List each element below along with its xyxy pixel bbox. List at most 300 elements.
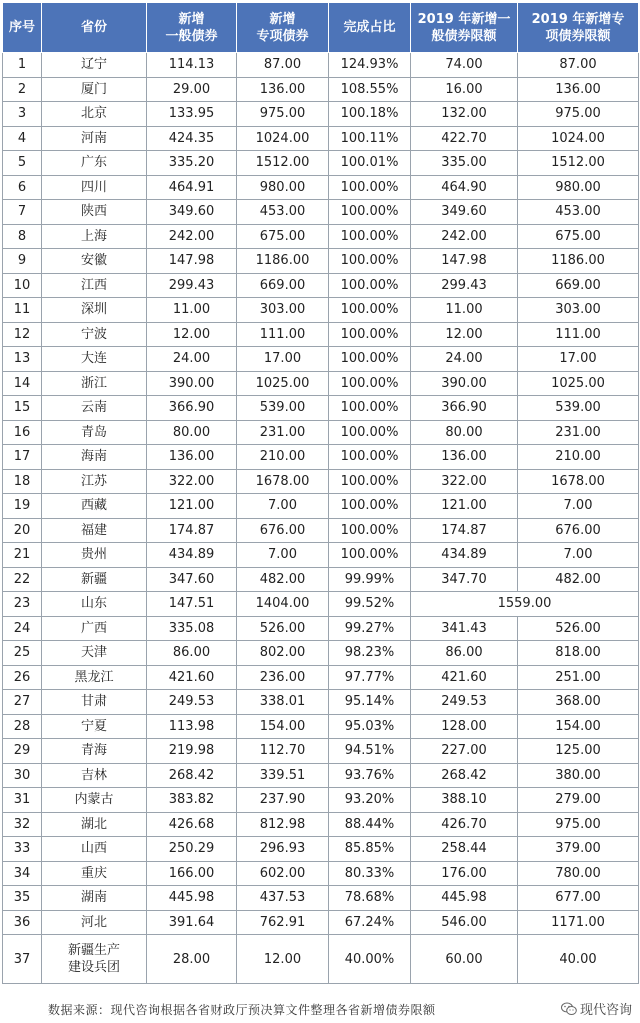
table-row	[3, 567, 639, 592]
cell-completion-ratio: 100.00%	[329, 469, 411, 494]
cell-province: 江西	[42, 273, 147, 298]
cell-general-bond: 390.00	[147, 371, 237, 396]
cell-special-bond: 1025.00	[237, 371, 329, 396]
cell-general-bond: 28.00	[147, 935, 237, 984]
header-general-bond: 新增 一般债券	[147, 3, 237, 53]
cell-special-quota: 482.00	[518, 567, 639, 592]
table-row	[3, 322, 639, 347]
cell-completion-ratio: 100.00%	[329, 420, 411, 445]
cell-province: 陕西	[42, 200, 147, 225]
cell-province: 河南	[42, 126, 147, 151]
table-row	[3, 420, 639, 445]
cell-special-quota: 154.00	[518, 714, 639, 739]
cell-general-quota: 12.00	[411, 322, 518, 347]
table-row	[3, 641, 639, 666]
cell-general-bond: 421.60	[147, 665, 237, 690]
header-completion-ratio: 完成占比	[329, 3, 411, 53]
cell-province: 厦门	[42, 77, 147, 102]
header-row	[3, 3, 639, 53]
cell-completion-ratio: 95.03%	[329, 714, 411, 739]
cell-completion-ratio: 78.68%	[329, 886, 411, 911]
cell-special-bond: 1678.00	[237, 469, 329, 494]
cell-completion-ratio: 100.00%	[329, 298, 411, 323]
cell-completion-ratio: 100.01%	[329, 151, 411, 176]
cell-index: 4	[3, 126, 42, 151]
cell-completion-ratio: 100.18%	[329, 102, 411, 127]
cell-completion-ratio: 100.00%	[329, 322, 411, 347]
cell-special-bond: 526.00	[237, 616, 329, 641]
cell-general-bond: 11.00	[147, 298, 237, 323]
table-body	[3, 53, 639, 984]
cell-completion-ratio: 100.00%	[329, 543, 411, 568]
cell-index: 8	[3, 224, 42, 249]
cell-special-bond: 675.00	[237, 224, 329, 249]
cell-special-bond: 482.00	[237, 567, 329, 592]
cell-index: 16	[3, 420, 42, 445]
cell-completion-ratio: 100.00%	[329, 396, 411, 421]
cell-special-quota: 453.00	[518, 200, 639, 225]
cell-province: 山东	[42, 592, 147, 617]
table-row	[3, 518, 639, 543]
table-row	[3, 690, 639, 715]
cell-general-quota: 341.43	[411, 616, 518, 641]
cell-special-quota: 675.00	[518, 224, 639, 249]
cell-index: 11	[3, 298, 42, 323]
cell-general-bond: 250.29	[147, 837, 237, 862]
cell-special-bond: 210.00	[237, 445, 329, 470]
cell-special-bond: 112.70	[237, 739, 329, 764]
cell-special-quota: 111.00	[518, 322, 639, 347]
cell-index: 29	[3, 739, 42, 764]
brand-watermark	[561, 999, 632, 1018]
cell-special-bond: 12.00	[237, 935, 329, 984]
cell-index: 19	[3, 494, 42, 519]
cell-special-quota: 231.00	[518, 420, 639, 445]
cell-index: 24	[3, 616, 42, 641]
cell-province: 吉林	[42, 763, 147, 788]
cell-completion-ratio: 93.20%	[329, 788, 411, 813]
cell-special-quota: 1512.00	[518, 151, 639, 176]
cell-special-quota: 87.00	[518, 53, 639, 78]
cell-general-bond: 424.35	[147, 126, 237, 151]
cell-completion-ratio: 99.27%	[329, 616, 411, 641]
cell-general-quota: 147.98	[411, 249, 518, 274]
cell-completion-ratio: 100.11%	[329, 126, 411, 151]
cell-province: 河北	[42, 910, 147, 935]
cell-general-quota: 464.90	[411, 175, 518, 200]
cell-index: 7	[3, 200, 42, 225]
cell-special-bond: 136.00	[237, 77, 329, 102]
cell-general-bond: 114.13	[147, 53, 237, 78]
cell-special-quota: 17.00	[518, 347, 639, 372]
cell-index: 1	[3, 53, 42, 78]
cell-province: 宁夏	[42, 714, 147, 739]
cell-general-bond: 335.20	[147, 151, 237, 176]
cell-special-quota: 676.00	[518, 518, 639, 543]
cell-general-quota: 249.53	[411, 690, 518, 715]
table-row	[3, 788, 639, 813]
cell-general-bond: 445.98	[147, 886, 237, 911]
cell-general-bond: 391.64	[147, 910, 237, 935]
cell-general-quota: 426.70	[411, 812, 518, 837]
cell-general-quota: 421.60	[411, 665, 518, 690]
cell-general-quota: 16.00	[411, 77, 518, 102]
cell-province: 新疆生产 建设兵团	[42, 935, 147, 984]
cell-general-quota: 80.00	[411, 420, 518, 445]
cell-special-bond: 762.91	[237, 910, 329, 935]
cell-completion-ratio: 97.77%	[329, 665, 411, 690]
cell-special-bond: 7.00	[237, 494, 329, 519]
cell-completion-ratio: 100.00%	[329, 200, 411, 225]
cell-general-bond: 113.98	[147, 714, 237, 739]
table-row	[3, 616, 639, 641]
table-row	[3, 837, 639, 862]
cell-general-bond: 29.00	[147, 77, 237, 102]
cell-index: 37	[3, 935, 42, 984]
cell-general-quota: 322.00	[411, 469, 518, 494]
cell-special-bond: 802.00	[237, 641, 329, 666]
cell-general-quota: 347.70	[411, 567, 518, 592]
table-row	[3, 396, 639, 421]
cell-general-bond: 268.42	[147, 763, 237, 788]
cell-general-bond: 133.95	[147, 102, 237, 127]
cell-index: 26	[3, 665, 42, 690]
cell-special-quota: 303.00	[518, 298, 639, 323]
cell-province: 海南	[42, 445, 147, 470]
cell-completion-ratio: 85.85%	[329, 837, 411, 862]
cell-general-quota: 11.00	[411, 298, 518, 323]
cell-general-quota: 242.00	[411, 224, 518, 249]
table-row	[3, 224, 639, 249]
cell-general-bond: 166.00	[147, 861, 237, 886]
cell-general-bond: 12.00	[147, 322, 237, 347]
cell-special-bond: 7.00	[237, 543, 329, 568]
cell-completion-ratio: 98.23%	[329, 641, 411, 666]
cell-index: 25	[3, 641, 42, 666]
cell-index: 13	[3, 347, 42, 372]
cell-special-quota: 379.00	[518, 837, 639, 862]
cell-general-quota: 132.00	[411, 102, 518, 127]
cell-province: 北京	[42, 102, 147, 127]
cell-general-bond: 383.82	[147, 788, 237, 813]
cell-index: 9	[3, 249, 42, 274]
cell-special-bond: 111.00	[237, 322, 329, 347]
cell-province: 山西	[42, 837, 147, 862]
cell-province: 湖北	[42, 812, 147, 837]
cell-special-quota: 125.00	[518, 739, 639, 764]
cell-special-bond: 453.00	[237, 200, 329, 225]
cell-special-quota: 7.00	[518, 494, 639, 519]
cell-general-bond: 322.00	[147, 469, 237, 494]
cell-special-bond: 87.00	[237, 53, 329, 78]
cell-province: 广东	[42, 151, 147, 176]
cell-province: 福建	[42, 518, 147, 543]
cell-general-bond: 366.90	[147, 396, 237, 421]
cell-index: 35	[3, 886, 42, 911]
cell-general-quota: 390.00	[411, 371, 518, 396]
cell-general-quota: 174.87	[411, 518, 518, 543]
cell-province: 安徽	[42, 249, 147, 274]
cell-index: 20	[3, 518, 42, 543]
cell-special-quota: 677.00	[518, 886, 639, 911]
cell-index: 2	[3, 77, 42, 102]
header-index: 序号	[3, 3, 42, 53]
cell-special-bond: 602.00	[237, 861, 329, 886]
cell-province: 内蒙古	[42, 788, 147, 813]
cell-province: 云南	[42, 396, 147, 421]
cell-special-quota: 40.00	[518, 935, 639, 984]
cell-special-bond: 1404.00	[237, 592, 329, 617]
cell-general-bond: 174.87	[147, 518, 237, 543]
cell-merged-quota: 1559.00	[411, 592, 639, 617]
data-source-note: 数据来源：现代咨询根据各省财政厅预决算文件整理各省新增债券限额	[48, 1003, 436, 1017]
cell-province: 天津	[42, 641, 147, 666]
cell-index: 15	[3, 396, 42, 421]
cell-completion-ratio: 100.00%	[329, 175, 411, 200]
cell-index: 30	[3, 763, 42, 788]
cell-completion-ratio: 100.00%	[329, 494, 411, 519]
cell-general-quota: 422.70	[411, 126, 518, 151]
cell-special-quota: 1024.00	[518, 126, 639, 151]
header-special-quota: 2019 年新增专 项债券限额	[518, 3, 639, 53]
table-row	[3, 126, 639, 151]
cell-special-quota: 1025.00	[518, 371, 639, 396]
cell-special-quota: 669.00	[518, 273, 639, 298]
cell-general-quota: 24.00	[411, 347, 518, 372]
cell-index: 10	[3, 273, 42, 298]
table-row	[3, 77, 639, 102]
table-row	[3, 273, 639, 298]
cell-special-quota: 1171.00	[518, 910, 639, 935]
cell-special-bond: 437.53	[237, 886, 329, 911]
cell-special-bond: 17.00	[237, 347, 329, 372]
cell-special-bond: 338.01	[237, 690, 329, 715]
cell-special-quota: 136.00	[518, 77, 639, 102]
table-row	[3, 861, 639, 886]
cell-special-bond: 539.00	[237, 396, 329, 421]
cell-completion-ratio: 95.14%	[329, 690, 411, 715]
cell-general-quota: 349.60	[411, 200, 518, 225]
cell-general-bond: 335.08	[147, 616, 237, 641]
cell-province: 西藏	[42, 494, 147, 519]
cell-special-quota: 251.00	[518, 665, 639, 690]
cell-general-quota: 445.98	[411, 886, 518, 911]
cell-index: 17	[3, 445, 42, 470]
cell-special-bond: 154.00	[237, 714, 329, 739]
cell-general-bond: 464.91	[147, 175, 237, 200]
table-row	[3, 935, 639, 984]
wechat-icon	[561, 1002, 577, 1016]
cell-special-quota: 7.00	[518, 543, 639, 568]
cell-completion-ratio: 80.33%	[329, 861, 411, 886]
table-row	[3, 543, 639, 568]
cell-general-bond: 242.00	[147, 224, 237, 249]
cell-completion-ratio: 100.00%	[329, 371, 411, 396]
cell-special-bond: 339.51	[237, 763, 329, 788]
cell-index: 27	[3, 690, 42, 715]
table-row	[3, 739, 639, 764]
cell-general-bond: 434.89	[147, 543, 237, 568]
bond-table-container	[2, 2, 638, 984]
cell-special-quota: 818.00	[518, 641, 639, 666]
cell-index: 23	[3, 592, 42, 617]
cell-general-quota: 268.42	[411, 763, 518, 788]
cell-province: 黑龙江	[42, 665, 147, 690]
cell-completion-ratio: 40.00%	[329, 935, 411, 984]
cell-special-quota: 539.00	[518, 396, 639, 421]
table-row	[3, 53, 639, 78]
cell-special-quota: 368.00	[518, 690, 639, 715]
cell-index: 34	[3, 861, 42, 886]
cell-completion-ratio: 108.55%	[329, 77, 411, 102]
cell-general-quota: 60.00	[411, 935, 518, 984]
table-row	[3, 249, 639, 274]
cell-province: 广西	[42, 616, 147, 641]
table-row	[3, 665, 639, 690]
cell-province: 甘肃	[42, 690, 147, 715]
cell-province: 青海	[42, 739, 147, 764]
cell-province: 浙江	[42, 371, 147, 396]
cell-completion-ratio: 100.00%	[329, 249, 411, 274]
cell-completion-ratio: 88.44%	[329, 812, 411, 837]
cell-special-quota: 279.00	[518, 788, 639, 813]
cell-province: 深圳	[42, 298, 147, 323]
cell-completion-ratio: 100.00%	[329, 445, 411, 470]
cell-general-quota: 299.43	[411, 273, 518, 298]
cell-general-bond: 347.60	[147, 567, 237, 592]
cell-province: 四川	[42, 175, 147, 200]
cell-completion-ratio: 100.00%	[329, 224, 411, 249]
cell-province: 青岛	[42, 420, 147, 445]
cell-general-bond: 86.00	[147, 641, 237, 666]
table-row	[3, 371, 639, 396]
header-special-bond: 新增 专项债券	[237, 3, 329, 53]
cell-special-quota: 980.00	[518, 175, 639, 200]
table-row	[3, 347, 639, 372]
cell-completion-ratio: 100.00%	[329, 518, 411, 543]
cell-province: 贵州	[42, 543, 147, 568]
cell-special-bond: 237.90	[237, 788, 329, 813]
cell-index: 22	[3, 567, 42, 592]
table-row	[3, 298, 639, 323]
cell-general-quota: 128.00	[411, 714, 518, 739]
cell-general-quota: 546.00	[411, 910, 518, 935]
cell-general-quota: 227.00	[411, 739, 518, 764]
table-row	[3, 714, 639, 739]
cell-special-bond: 231.00	[237, 420, 329, 445]
cell-index: 21	[3, 543, 42, 568]
brand-name: 现代咨询	[579, 1003, 632, 1018]
cell-special-bond: 1024.00	[237, 126, 329, 151]
cell-general-bond: 147.98	[147, 249, 237, 274]
cell-special-quota: 1186.00	[518, 249, 639, 274]
bond-table	[2, 2, 639, 984]
cell-province: 新疆	[42, 567, 147, 592]
cell-index: 14	[3, 371, 42, 396]
cell-general-bond: 80.00	[147, 420, 237, 445]
cell-special-quota: 780.00	[518, 861, 639, 886]
cell-index: 32	[3, 812, 42, 837]
cell-completion-ratio: 67.24%	[329, 910, 411, 935]
table-row	[3, 102, 639, 127]
cell-general-quota: 335.00	[411, 151, 518, 176]
table-row	[3, 763, 639, 788]
cell-completion-ratio: 94.51%	[329, 739, 411, 764]
cell-general-quota: 74.00	[411, 53, 518, 78]
cell-province: 大连	[42, 347, 147, 372]
cell-index: 33	[3, 837, 42, 862]
cell-index: 31	[3, 788, 42, 813]
cell-province: 湖南	[42, 886, 147, 911]
table-row	[3, 200, 639, 225]
cell-index: 36	[3, 910, 42, 935]
cell-special-bond: 296.93	[237, 837, 329, 862]
cell-completion-ratio: 100.00%	[329, 273, 411, 298]
cell-special-bond: 236.00	[237, 665, 329, 690]
cell-completion-ratio: 99.99%	[329, 567, 411, 592]
cell-general-bond: 219.98	[147, 739, 237, 764]
cell-general-bond: 426.68	[147, 812, 237, 837]
cell-province: 辽宁	[42, 53, 147, 78]
cell-index: 12	[3, 322, 42, 347]
header-general-quota: 2019 年新增一 般债券限额	[411, 3, 518, 53]
cell-general-quota: 258.44	[411, 837, 518, 862]
cell-province: 江苏	[42, 469, 147, 494]
cell-special-bond: 669.00	[237, 273, 329, 298]
cell-index: 18	[3, 469, 42, 494]
cell-special-quota: 975.00	[518, 102, 639, 127]
cell-index: 6	[3, 175, 42, 200]
table-row	[3, 910, 639, 935]
table-row	[3, 812, 639, 837]
cell-special-bond: 1186.00	[237, 249, 329, 274]
table-row	[3, 175, 639, 200]
cell-general-quota: 388.10	[411, 788, 518, 813]
cell-special-bond: 975.00	[237, 102, 329, 127]
cell-general-quota: 366.90	[411, 396, 518, 421]
cell-general-bond: 147.51	[147, 592, 237, 617]
cell-general-quota: 434.89	[411, 543, 518, 568]
cell-general-quota: 136.00	[411, 445, 518, 470]
cell-general-bond: 349.60	[147, 200, 237, 225]
cell-special-quota: 210.00	[518, 445, 639, 470]
cell-special-quota: 380.00	[518, 763, 639, 788]
cell-special-bond: 303.00	[237, 298, 329, 323]
cell-index: 5	[3, 151, 42, 176]
cell-general-bond: 24.00	[147, 347, 237, 372]
cell-special-quota: 526.00	[518, 616, 639, 641]
header-province: 省份	[42, 3, 147, 53]
footer	[0, 997, 640, 1021]
cell-special-bond: 812.98	[237, 812, 329, 837]
cell-special-bond: 980.00	[237, 175, 329, 200]
table-row	[3, 886, 639, 911]
cell-general-bond: 121.00	[147, 494, 237, 519]
cell-index: 3	[3, 102, 42, 127]
cell-general-bond: 249.53	[147, 690, 237, 715]
cell-special-quota: 975.00	[518, 812, 639, 837]
cell-general-bond: 136.00	[147, 445, 237, 470]
cell-special-bond: 1512.00	[237, 151, 329, 176]
cell-special-bond: 676.00	[237, 518, 329, 543]
table-row	[3, 469, 639, 494]
cell-general-quota: 86.00	[411, 641, 518, 666]
cell-completion-ratio: 124.93%	[329, 53, 411, 78]
cell-completion-ratio: 100.00%	[329, 347, 411, 372]
table-row	[3, 445, 639, 470]
cell-general-quota: 121.00	[411, 494, 518, 519]
cell-general-quota: 176.00	[411, 861, 518, 886]
